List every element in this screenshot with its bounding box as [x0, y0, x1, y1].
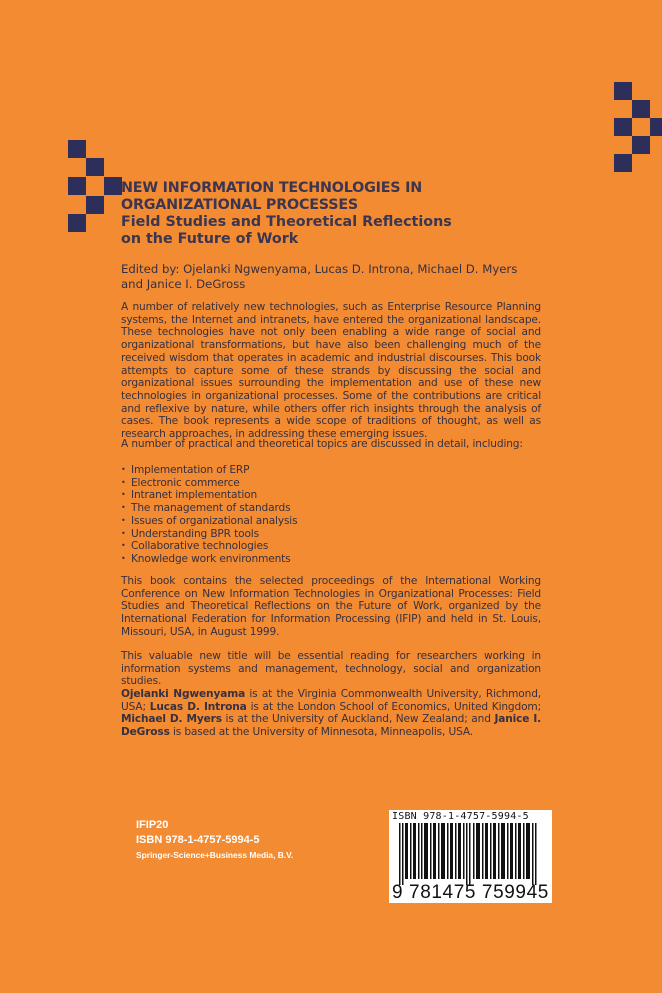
list-item: • Intranet implementation: [121, 489, 541, 502]
list-item: • Electronic commerce: [121, 477, 541, 490]
checker-square: [68, 140, 86, 158]
bio-text-1: is at the Virginia Commonwealth University, Richmond, USA;: [121, 688, 541, 713]
bio-text-2: is at the London School of Economics, United Kingdom;: [246, 700, 542, 713]
checker-square: [650, 118, 662, 136]
bio-name-3: Michael D. Myers: [121, 713, 222, 726]
description-paragraph: A number of relatively new technologies, such as Enterprise Resource Planning systems, the Internet and intranets, have entered the organizational landscape. These technologies have not only been enabling a wide range of social and organizational transformations, but have also been challenging much of the received wisdom that operates in academic and industrial discourses. This book attempts to capture some of these strands by discussing the social and organizational issues surrounding the implementation and use of these new technologies in organizational processes. Some of the contributions are critical and reflexive by nature, while others offer rich insights through the analysis of cases. The book represents a wide scope of traditions of thought, as well as research approaches, in addressing these emerging issues.: [121, 301, 541, 441]
series-label: IFIP20: [136, 819, 169, 831]
publisher-label: Springer-Science+Business Media, B.V.: [136, 850, 294, 860]
title-line-2: ORGANIZATIONAL PROCESSES: [121, 197, 359, 213]
checker-square: [86, 196, 104, 214]
bio-text-3: is at the University of Auckland, New Zealand; and: [221, 713, 495, 726]
list-item: • Issues of organizational analysis: [121, 515, 541, 528]
bio-name-4: Janice I. DeGross: [121, 713, 541, 739]
bio-text-4: is based at the University of Minnesota, Minneapolis, USA.: [169, 726, 473, 739]
list-item: • Understanding BPR tools: [121, 528, 541, 541]
checker-square: [104, 177, 122, 195]
editors: [121, 262, 541, 292]
proceedings-paragraph: This book contains the selected proceedings of the International Working Conference on New Information Technologies in Organizational Processes: Field Studies and Theoretical Reflections on the Future of Work, organized by the International Federation for Information Processing (IFIP) and held in St. Louis, Missouri, USA, in August 1999.: [121, 575, 541, 638]
bios-paragraph: [121, 688, 541, 739]
isbn-label: ISBN 978-1-4757-5994-5: [136, 834, 260, 846]
bio-name-2: Lucas D. Introna: [149, 700, 247, 713]
isbn-barcode: [389, 810, 552, 903]
checker-square: [614, 82, 632, 100]
barcode-isbn-text: ISBN 978-1-4757-5994-5: [392, 811, 529, 822]
topics-intro: A number of practical and theoretical topics are discussed in detail, including:: [121, 438, 523, 450]
checker-square: [86, 158, 104, 176]
checker-square: [614, 154, 632, 172]
topics-list: [121, 464, 541, 566]
barcode-bars-icon: [389, 823, 552, 885]
list-item: • Implementation of ERP: [121, 464, 541, 477]
checker-square: [68, 177, 86, 195]
book-title: [121, 180, 541, 248]
list-item: • Knowledge work environments: [121, 553, 541, 566]
checker-square: [632, 100, 650, 118]
editors-line-2: and Janice I. DeGross: [121, 277, 246, 291]
list-item: • The management of standards: [121, 502, 541, 515]
bio-name-1: Ojelanki Ngwenyama: [121, 688, 246, 700]
checker-square: [68, 214, 86, 232]
audience-paragraph: This valuable new title will be essential reading for researchers working in information systems and management, technology, social and organization studies.: [121, 650, 541, 688]
editors-line-1: Edited by: Ojelanki Ngwenyama, Lucas D. Introna, Michael D. Myers: [121, 262, 518, 276]
barcode-digits: 9 781475 759945: [392, 882, 549, 903]
subtitle-line-2: on the Future of Work: [121, 231, 299, 247]
publication-info: [136, 818, 293, 862]
subtitle-line-1: Field Studies and Theoretical Reflections: [121, 214, 452, 230]
checker-square: [614, 118, 632, 136]
checker-square: [632, 136, 650, 154]
list-item: • Collaborative technologies: [121, 540, 541, 553]
title-line-1: NEW INFORMATION TECHNOLOGIES IN: [121, 180, 423, 196]
